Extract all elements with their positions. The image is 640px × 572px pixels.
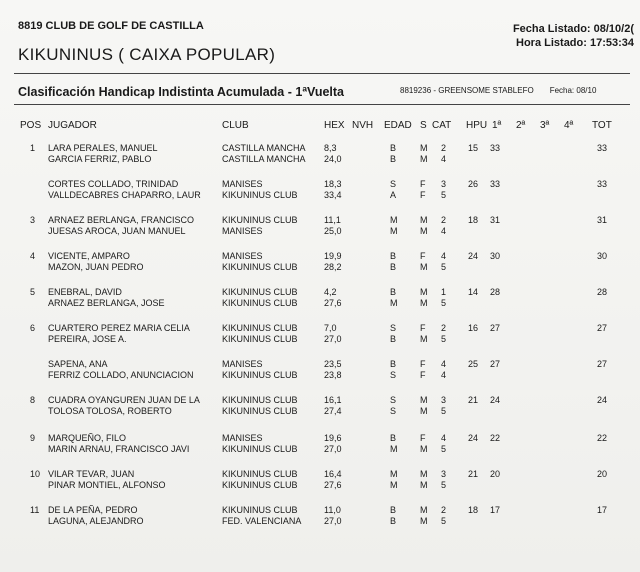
total-score: 28 <box>597 287 608 297</box>
position: 4 <box>30 251 36 261</box>
player-sex: M <box>420 480 428 490</box>
total-score: 27 <box>597 359 608 369</box>
player-cat: 5 <box>441 262 447 272</box>
player-name: VALLDECABRES CHAPARRO, LAUR <box>48 190 201 200</box>
player-club: KIKUNINUS CLUB <box>222 298 298 308</box>
player-club: KIKUNINUS CLUB <box>222 406 298 416</box>
player-club: MANISES <box>222 359 263 369</box>
round-1-score: 22 <box>490 433 501 443</box>
player-sex: M <box>420 143 428 153</box>
player-hex: 18,3 <box>324 179 342 189</box>
player-name: GARCIA FERRIZ, PABLO <box>48 154 152 164</box>
player-hex: 19,6 <box>324 433 342 443</box>
player-club: KIKUNINUS CLUB <box>222 190 298 200</box>
player-club: KIKUNINUS CLUB <box>222 444 298 454</box>
team-hpu: 18 <box>468 215 479 225</box>
position: 9 <box>30 433 36 443</box>
player-cat: 3 <box>441 395 447 405</box>
player-name: MARQUEÑO, FILO <box>48 433 127 443</box>
player-hex: 16,4 <box>324 469 342 479</box>
total-score: 31 <box>597 215 608 225</box>
player-hex: 23,5 <box>324 359 342 369</box>
player-hex: 28,2 <box>324 262 342 272</box>
total-score: 33 <box>597 143 608 153</box>
player-sex: F <box>420 190 426 200</box>
player-edad: B <box>390 262 397 272</box>
team-hpu: 16 <box>468 323 479 333</box>
total-score: 17 <box>597 505 608 515</box>
round-1-score: 27 <box>490 359 501 369</box>
team-hpu: 26 <box>468 179 479 189</box>
player-edad: M <box>390 226 398 236</box>
player-club: MANISES <box>222 251 263 261</box>
round-1-score: 30 <box>490 251 501 261</box>
player-sex: M <box>420 516 428 526</box>
column-header-r2: 2ª <box>516 120 526 131</box>
player-cat: 5 <box>441 480 447 490</box>
player-cat: 2 <box>441 323 447 333</box>
player-sex: M <box>420 444 428 454</box>
position: 1 <box>30 143 36 153</box>
player-sex: M <box>420 226 428 236</box>
player-edad: S <box>390 395 397 405</box>
player-club: KIKUNINUS CLUB <box>222 469 298 479</box>
player-edad: B <box>390 154 397 164</box>
player-cat: 5 <box>441 298 447 308</box>
column-header-r1: 1ª <box>492 120 502 131</box>
fecha-listado: Fecha Listado: 08/10/2( <box>512 23 634 35</box>
player-name: JUESAS AROCA, JUAN MANUEL <box>48 226 186 236</box>
player-club: CASTILLA MANCHA <box>222 154 306 164</box>
player-edad: A <box>390 190 397 200</box>
player-name: TOLOSA TOLOSA, ROBERTO <box>48 406 172 416</box>
player-edad: S <box>390 179 397 189</box>
player-edad: B <box>390 287 397 297</box>
player-cat: 4 <box>441 251 447 261</box>
total-score: 20 <box>597 469 608 479</box>
player-name: ARNAEZ BERLANGA, JOSE <box>48 298 165 308</box>
player-sex: M <box>420 154 428 164</box>
column-header-cat: CAT <box>432 120 452 131</box>
player-club: KIKUNINUS CLUB <box>222 480 298 490</box>
player-hex: 27,6 <box>324 480 342 490</box>
player-club: KIKUNINUS CLUB <box>222 505 298 515</box>
player-cat: 5 <box>441 444 447 454</box>
competition-title: KIKUNINUS ( CAIXA POPULAR) <box>18 45 276 64</box>
competition-meta <box>400 86 596 95</box>
player-hex: 24,0 <box>324 154 342 164</box>
player-hex: 16,1 <box>324 395 342 405</box>
team-hpu: 24 <box>468 433 479 443</box>
player-edad: S <box>390 323 397 333</box>
player-club: KIKUNINUS CLUB <box>222 334 298 344</box>
club-name: 8819 CLUB DE GOLF DE CASTILLA <box>18 20 204 32</box>
round-1-score: 17 <box>490 505 501 515</box>
player-club: MANISES <box>222 433 263 443</box>
player-cat: 1 <box>441 287 447 297</box>
round-1-score: 31 <box>490 215 501 225</box>
player-sex: M <box>420 334 428 344</box>
player-name: LAGUNA, ALEJANDRO <box>48 516 144 526</box>
column-header-nvh: NVH <box>352 120 374 131</box>
player-name: CORTES COLLADO, TRINIDAD <box>48 179 179 189</box>
player-sex: M <box>420 298 428 308</box>
player-edad: S <box>390 370 397 380</box>
player-hex: 11,1 <box>324 215 341 225</box>
player-club: CASTILLA MANCHA <box>222 143 306 153</box>
team-hpu: 14 <box>468 287 479 297</box>
classification-title: Clasificación Handicap Indistinta Acumulada - 1ªVuelta <box>18 85 344 99</box>
player-hex: 25,0 <box>324 226 342 236</box>
player-name: ARNAEZ BERLANGA, FRANCISCO <box>48 215 195 225</box>
player-club: MANISES <box>222 226 263 236</box>
player-club: KIKUNINUS CLUB <box>222 262 298 272</box>
player-club: KIKUNINUS CLUB <box>222 287 298 297</box>
player-name: PEREIRA, JOSE A. <box>48 334 127 344</box>
column-header-hex: HEX <box>324 120 345 131</box>
player-hex: 11,0 <box>324 505 341 515</box>
player-club: FED. VALENCIANA <box>222 516 302 526</box>
player-hex: 19,9 <box>324 251 342 261</box>
position: 6 <box>30 323 36 333</box>
divider-subtitle <box>14 104 630 105</box>
player-name: ENEBRAL, DAVID <box>48 287 122 297</box>
player-edad: M <box>390 298 398 308</box>
player-name: MARIN ARNAU, FRANCISCO JAVI <box>48 444 190 454</box>
player-sex: F <box>420 433 426 443</box>
position: 8 <box>30 395 36 405</box>
player-edad: B <box>390 251 397 261</box>
player-sex: F <box>420 359 426 369</box>
player-cat: 4 <box>441 359 447 369</box>
player-club: KIKUNINUS CLUB <box>222 370 298 380</box>
player-name: PINAR MONTIEL, ALFONSO <box>48 480 166 490</box>
player-hex: 27,0 <box>324 334 342 344</box>
position: 10 <box>30 469 41 479</box>
column-header-hpu: HPU <box>466 120 488 131</box>
player-sex: M <box>420 469 428 479</box>
player-name: VILAR TEVAR, JUAN <box>48 469 135 479</box>
player-name: MAZON, JUAN PEDRO <box>48 262 144 272</box>
column-header-club: CLUB <box>222 120 249 131</box>
competition-date: Fecha: 08/10 <box>549 86 597 95</box>
player-sex: F <box>420 179 426 189</box>
player-edad: B <box>390 433 397 443</box>
player-edad: B <box>390 143 397 153</box>
round-1-score: 28 <box>490 287 501 297</box>
round-1-score: 33 <box>490 179 501 189</box>
column-header-tot: TOT <box>592 120 612 131</box>
position: 5 <box>30 287 36 297</box>
player-edad: M <box>390 215 398 225</box>
column-header-r3: 3ª <box>540 120 550 131</box>
player-sex: M <box>420 215 428 225</box>
player-hex: 27,4 <box>324 406 342 416</box>
player-edad: B <box>390 359 397 369</box>
player-hex: 33,4 <box>324 190 342 200</box>
column-header-s: S <box>420 120 427 131</box>
player-sex: M <box>420 406 428 416</box>
team-hpu: 24 <box>468 251 479 261</box>
player-cat: 3 <box>441 469 447 479</box>
player-club: KIKUNINUS CLUB <box>222 395 298 405</box>
player-cat: 4 <box>441 226 447 236</box>
team-hpu: 25 <box>468 359 479 369</box>
player-name: CUADRA OYANGUREN JUAN DE LA <box>48 395 200 405</box>
round-1-score: 27 <box>490 323 501 333</box>
total-score: 22 <box>597 433 608 443</box>
player-hex: 23,8 <box>324 370 342 380</box>
column-header-edad: EDAD <box>384 120 412 131</box>
round-1-score: 24 <box>490 395 501 405</box>
player-name: SAPENA, ANA <box>48 359 108 369</box>
listing-datetime <box>513 22 634 50</box>
round-1-score: 33 <box>490 143 501 153</box>
player-edad: B <box>390 505 397 515</box>
round-1-score: 20 <box>490 469 501 479</box>
player-cat: 4 <box>441 370 447 380</box>
player-name: CUARTERO PEREZ MARIA CELIA <box>48 323 190 333</box>
player-cat: 5 <box>441 516 447 526</box>
player-hex: 27,0 <box>324 444 342 454</box>
player-sex: M <box>420 395 428 405</box>
total-score: 27 <box>597 323 608 333</box>
player-sex: M <box>420 287 428 297</box>
player-hex: 27,6 <box>324 298 342 308</box>
player-name: VICENTE, AMPARO <box>48 251 130 261</box>
player-edad: B <box>390 334 397 344</box>
player-edad: M <box>390 469 398 479</box>
player-hex: 7,0 <box>324 323 337 333</box>
total-score: 24 <box>597 395 608 405</box>
position: 11 <box>30 505 40 515</box>
competition-code: 8819236 - GREENSOME STABLEFO <box>400 86 534 95</box>
player-edad: B <box>390 516 397 526</box>
player-edad: M <box>390 444 398 454</box>
player-name: FERRIZ COLLADO, ANUNCIACION <box>48 370 194 380</box>
player-club: MANISES <box>222 179 263 189</box>
team-hpu: 15 <box>468 143 479 153</box>
player-sex: F <box>420 251 426 261</box>
total-score: 30 <box>597 251 608 261</box>
hora-listado: Hora Listado: 17:53:34 <box>516 37 634 49</box>
player-name: LARA PERALES, MANUEL <box>48 143 158 153</box>
player-cat: 4 <box>441 433 447 443</box>
player-edad: S <box>390 406 397 416</box>
player-name: DE LA PEÑA, PEDRO <box>48 505 138 515</box>
column-header-jugador: JUGADOR <box>48 120 97 131</box>
divider-top <box>14 73 630 74</box>
player-cat: 3 <box>441 179 447 189</box>
player-hex: 27,0 <box>324 516 342 526</box>
column-header-pos: POS <box>20 120 42 131</box>
player-edad: M <box>390 480 398 490</box>
player-club: KIKUNINUS CLUB <box>222 215 298 225</box>
player-sex: F <box>420 323 426 333</box>
player-sex: M <box>420 505 428 515</box>
player-cat: 2 <box>441 215 447 225</box>
player-sex: F <box>420 370 426 380</box>
player-cat: 2 <box>441 505 447 515</box>
player-hex: 8,3 <box>324 143 337 153</box>
player-cat: 4 <box>441 154 447 164</box>
team-hpu: 21 <box>468 469 479 479</box>
team-hpu: 18 <box>468 505 479 515</box>
player-club: KIKUNINUS CLUB <box>222 323 298 333</box>
player-cat: 5 <box>441 190 447 200</box>
player-cat: 5 <box>441 406 447 416</box>
player-cat: 2 <box>441 143 447 153</box>
player-hex: 4,2 <box>324 287 337 297</box>
position: 3 <box>30 215 36 225</box>
team-hpu: 21 <box>468 395 479 405</box>
player-sex: M <box>420 262 428 272</box>
column-header-r4: 4ª <box>564 120 574 131</box>
player-cat: 5 <box>441 334 447 344</box>
total-score: 33 <box>597 179 608 189</box>
